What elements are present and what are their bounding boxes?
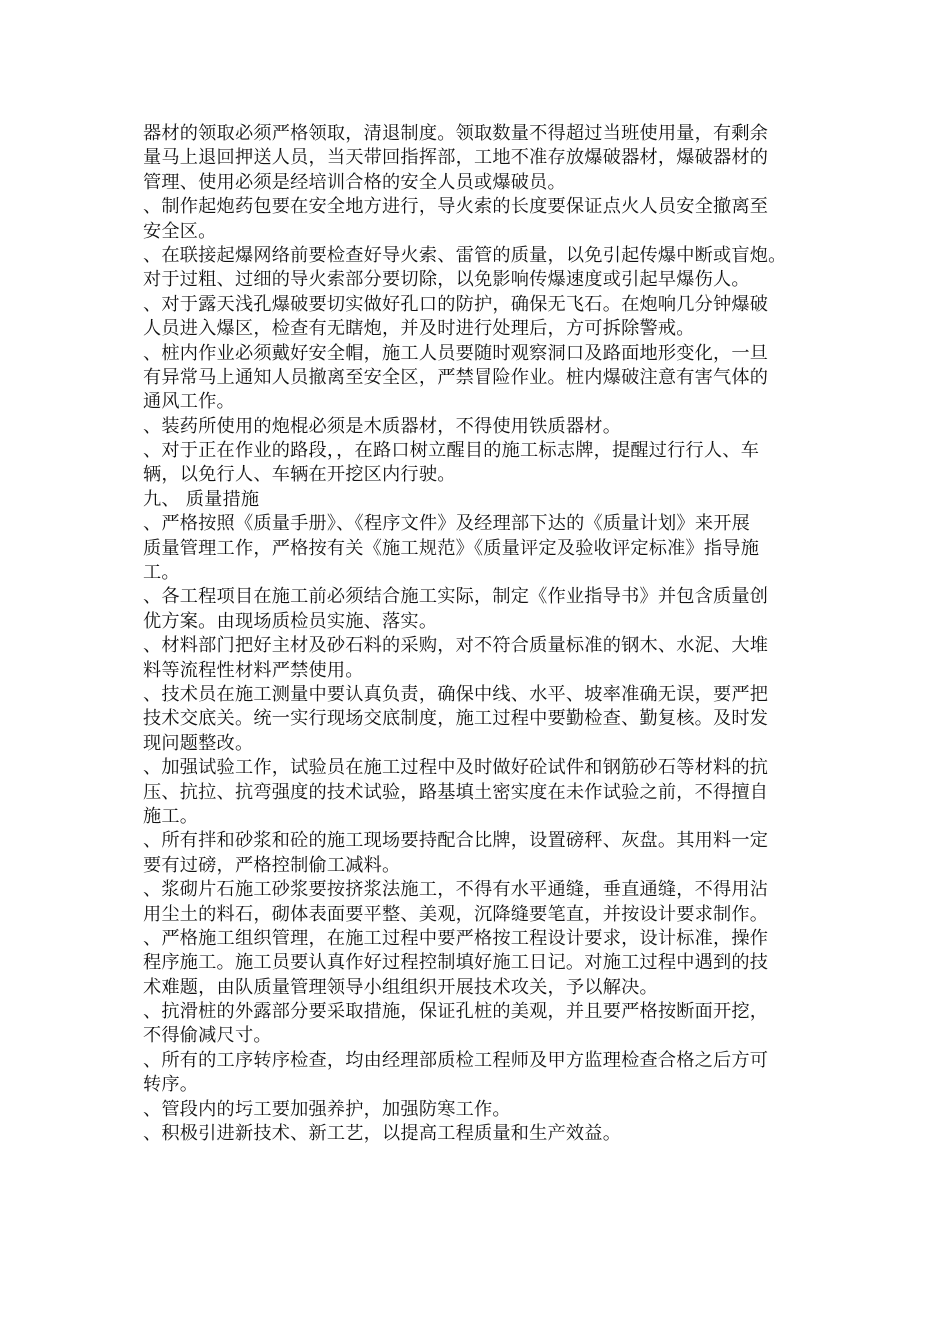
- text-line: 、严格施工组织管理，在施工过程中要严格按工程设计要求，设计标准，操作: [143, 927, 769, 949]
- text-line: 、技术员在施工测量中要认真负责，确保中线、水平、坡率准确无误，要严把: [143, 683, 769, 705]
- text-line: 、加强试验工作，试验员在施工过程中及时做好砼试件和钢筋砂石等材料的抗: [143, 757, 769, 779]
- text-line: 压、抗拉、抗弯强度的技术试验，路基填土密实度在未作试验之前，不得擅自: [143, 781, 769, 803]
- text-line: 安全区。: [143, 220, 217, 242]
- text-line: 、积极引进新技术、新工艺，以提高工程质量和生产效益。: [143, 1123, 622, 1145]
- text-line: 要有过磅，严格控制偷工减料。: [143, 854, 401, 876]
- text-line: 量马上退回押送人员，当天带回指挥部，工地不准存放爆破器材，爆破器材的: [143, 147, 769, 169]
- text-line: 、制作起炮药包要在安全地方进行，导火索的长度要保证点火人员安全撤离至: [143, 196, 769, 218]
- text-line: 料等流程性材料严禁使用。: [143, 659, 364, 681]
- text-line: 有异常马上通知人员撤离至安全区，严禁冒险作业。桩内爆破注意有害气体的: [143, 366, 769, 388]
- text-line: 、抗滑桩的外露部分要采取措施，保证孔桩的美观，并且要严格按断面开挖，: [143, 1001, 769, 1023]
- text-line: 辆，以免行人、车辆在开挖区内行驶。: [143, 464, 456, 486]
- text-line: 现问题整改。: [143, 732, 254, 754]
- text-line: 优方案。由现场质检员实施、落实。: [143, 610, 438, 632]
- text-line: 、各工程项目在施工前必须结合施工实际，制定《作业指导书》并包含质量创: [143, 586, 769, 608]
- text-line: 质量管理工作，严格按有关《施工规范》《质量评定及验收评定标准》指导施: [143, 537, 760, 559]
- text-line: 、所有拌和砂浆和砼的施工现场要持配合比牌，设置磅秤、灰盘。其用料一定: [143, 830, 769, 852]
- text-line: 通风工作。: [143, 391, 235, 413]
- text-line: 、对于正在作业的路段，，在路口树立醒目的施工标志牌，提醒过行行人、车: [143, 440, 760, 462]
- text-line: 、管段内的圬工要加强养护，加强防寒工作。: [143, 1098, 511, 1120]
- text-line: 技术交底关。统一实行现场交底制度，施工过程中要勤检查、勤复核。及时发: [143, 708, 769, 730]
- document-body: [143, 122, 823, 1146]
- text-line: 管理、使用必须是经培训合格的安全人员或爆破员。: [143, 171, 566, 193]
- text-line: 、在联接起爆网络前要检查好导火索、雷管的质量，以免引起传爆中断或盲炮。: [143, 244, 787, 266]
- text-line: 九、 质量措施: [143, 488, 260, 510]
- text-line: 程序施工。施工员要认真作好过程控制填好施工日记。对施工过程中遇到的技: [143, 952, 769, 974]
- text-line: 不得偷减尺寸。: [143, 1025, 272, 1047]
- text-line: 、材料部门把好主材及砂石料的采购，对不符合质量标准的钢木、水泥、大堆: [143, 635, 769, 657]
- text-line: 器材的领取必须严格领取，清退制度。领取数量不得超过当班使用量，有剩余: [143, 123, 769, 144]
- text-line: 、装药所使用的炮棍必须是木质器材，不得使用铁质器材。: [143, 415, 622, 437]
- text-line: 用尘土的料石，砌体表面要平整、美观，沉降缝要笔直，并按设计要求制作。: [143, 903, 769, 925]
- text-line: 对于过粗、过细的导火索部分要切除，以免影响传爆速度或引起早爆伤人。: [143, 269, 750, 291]
- text-line: 、严格按照《质量手册》、《程序文件》及经理部下达的《质量计划》来开展: [143, 513, 750, 535]
- text-line: 、浆砌片石施工砂浆要按挤浆法施工，不得有水平通缝，垂直通缝，不得用沾: [143, 879, 769, 901]
- text-line: 工。: [143, 562, 180, 584]
- text-line: 术难题，由队质量管理领导小组组织开展技术攻关，予以解决。: [143, 976, 658, 998]
- text-line: 、所有的工序转序检查，均由经理部质检工程师及甲方监理检查合格之后方可: [143, 1049, 769, 1071]
- text-line: 施工。: [143, 805, 199, 827]
- text-line: 转序。: [143, 1074, 199, 1096]
- text-line: 人员进入爆区，检查有无瞎炮，并及时进行处理后，方可拆除警戒。: [143, 318, 695, 340]
- text-line: 、桩内作业必须戴好安全帽，施工人员要随时观察洞口及路面地形变化，一旦: [143, 342, 769, 364]
- text-line: 、对于露天浅孔爆破要切实做好孔口的防护，确保无飞石。在炮响几分钟爆破: [143, 293, 769, 315]
